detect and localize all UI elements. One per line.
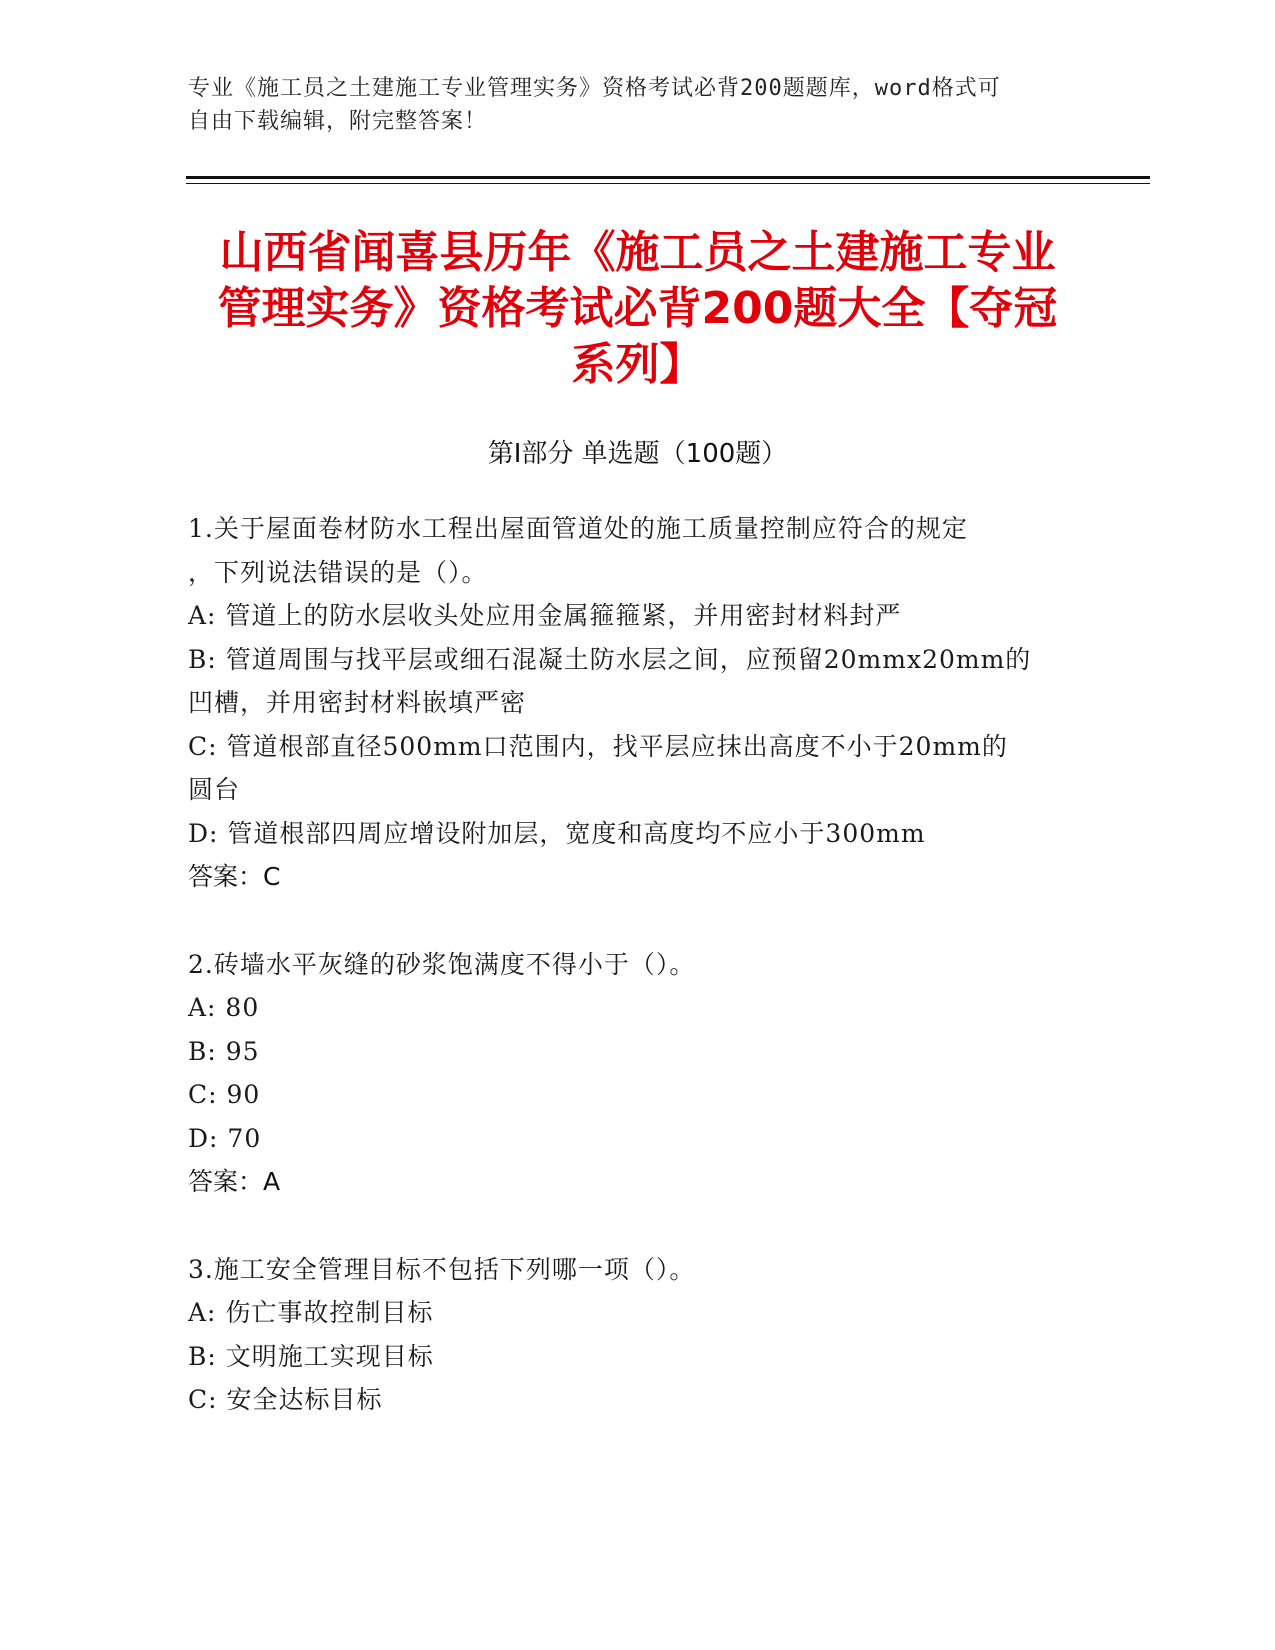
question-1-option-a: A: 管道上的防水层收头处应用金属箍箍紧，并用密封材料封严	[188, 601, 902, 630]
page-title	[150, 225, 1125, 393]
question-3-option-c: C: 安全达标目标	[188, 1385, 383, 1414]
section-heading: 第Ⅰ部分 单选题（100题）	[487, 439, 788, 469]
page-title-line-1: 山西省闻喜县历年《施工员之土建施工专业	[219, 227, 1056, 278]
question-1-option-d: D: 管道根部四周应增设附加层，宽度和高度均不应小于300mm	[188, 819, 926, 848]
question-3-stem: 3.施工安全管理目标不包括下列哪一项（）。	[188, 1255, 696, 1284]
header-rule-thick	[186, 176, 1150, 179]
header-note-line-1: 专业《施工员之土建施工专业管理实务》资格考试必背200题题库，word格式可	[188, 76, 1001, 101]
question-2-option-c: C: 90	[188, 1080, 261, 1109]
header-note-line-2: 自由下载编辑，附完整答案！	[188, 109, 488, 134]
question-1-option-b-line-2: 凹槽，并用密封材料嵌填严密	[188, 688, 527, 717]
question-3-option-b: B: 文明施工实现目标	[188, 1342, 434, 1371]
question-2-stem: 2.砖墙水平灰缝的砂浆饱满度不得小于（）。	[188, 950, 696, 979]
page-title-line-2: 管理实务》资格考试必背200题大全【夺冠	[217, 283, 1058, 334]
question-2-answer: 答案：A	[188, 1167, 281, 1196]
header-rule-thin	[186, 183, 1150, 184]
question-1-option-c-line-2: 圆台	[188, 775, 241, 804]
question-1-answer: 答案：C	[188, 862, 281, 891]
question-2-option-b: B: 95	[188, 1037, 260, 1066]
question-2-option-d: D: 70	[188, 1124, 262, 1153]
question-1-option-c-line-1: C: 管道根部直径500mm口范围内，找平层应抹出高度不小于20mm的	[188, 732, 1008, 761]
question-2-option-a: A: 80	[188, 993, 260, 1022]
page-title-line-3: 系列】	[571, 339, 704, 390]
question-3-option-a: A: 伤亡事故控制目标	[188, 1298, 434, 1327]
question-1-stem-line-1: 1.关于屋面卷材防水工程出屋面管道处的施工质量控制应符合的规定	[188, 514, 968, 543]
question-1-stem-line-2: ，下列说法错误的是（）。	[188, 558, 488, 587]
header-note	[188, 72, 1068, 138]
question-1-option-b-line-1: B: 管道周围与找平层或细石混凝土防水层之间，应预留20mmx20mm的	[188, 645, 1032, 674]
